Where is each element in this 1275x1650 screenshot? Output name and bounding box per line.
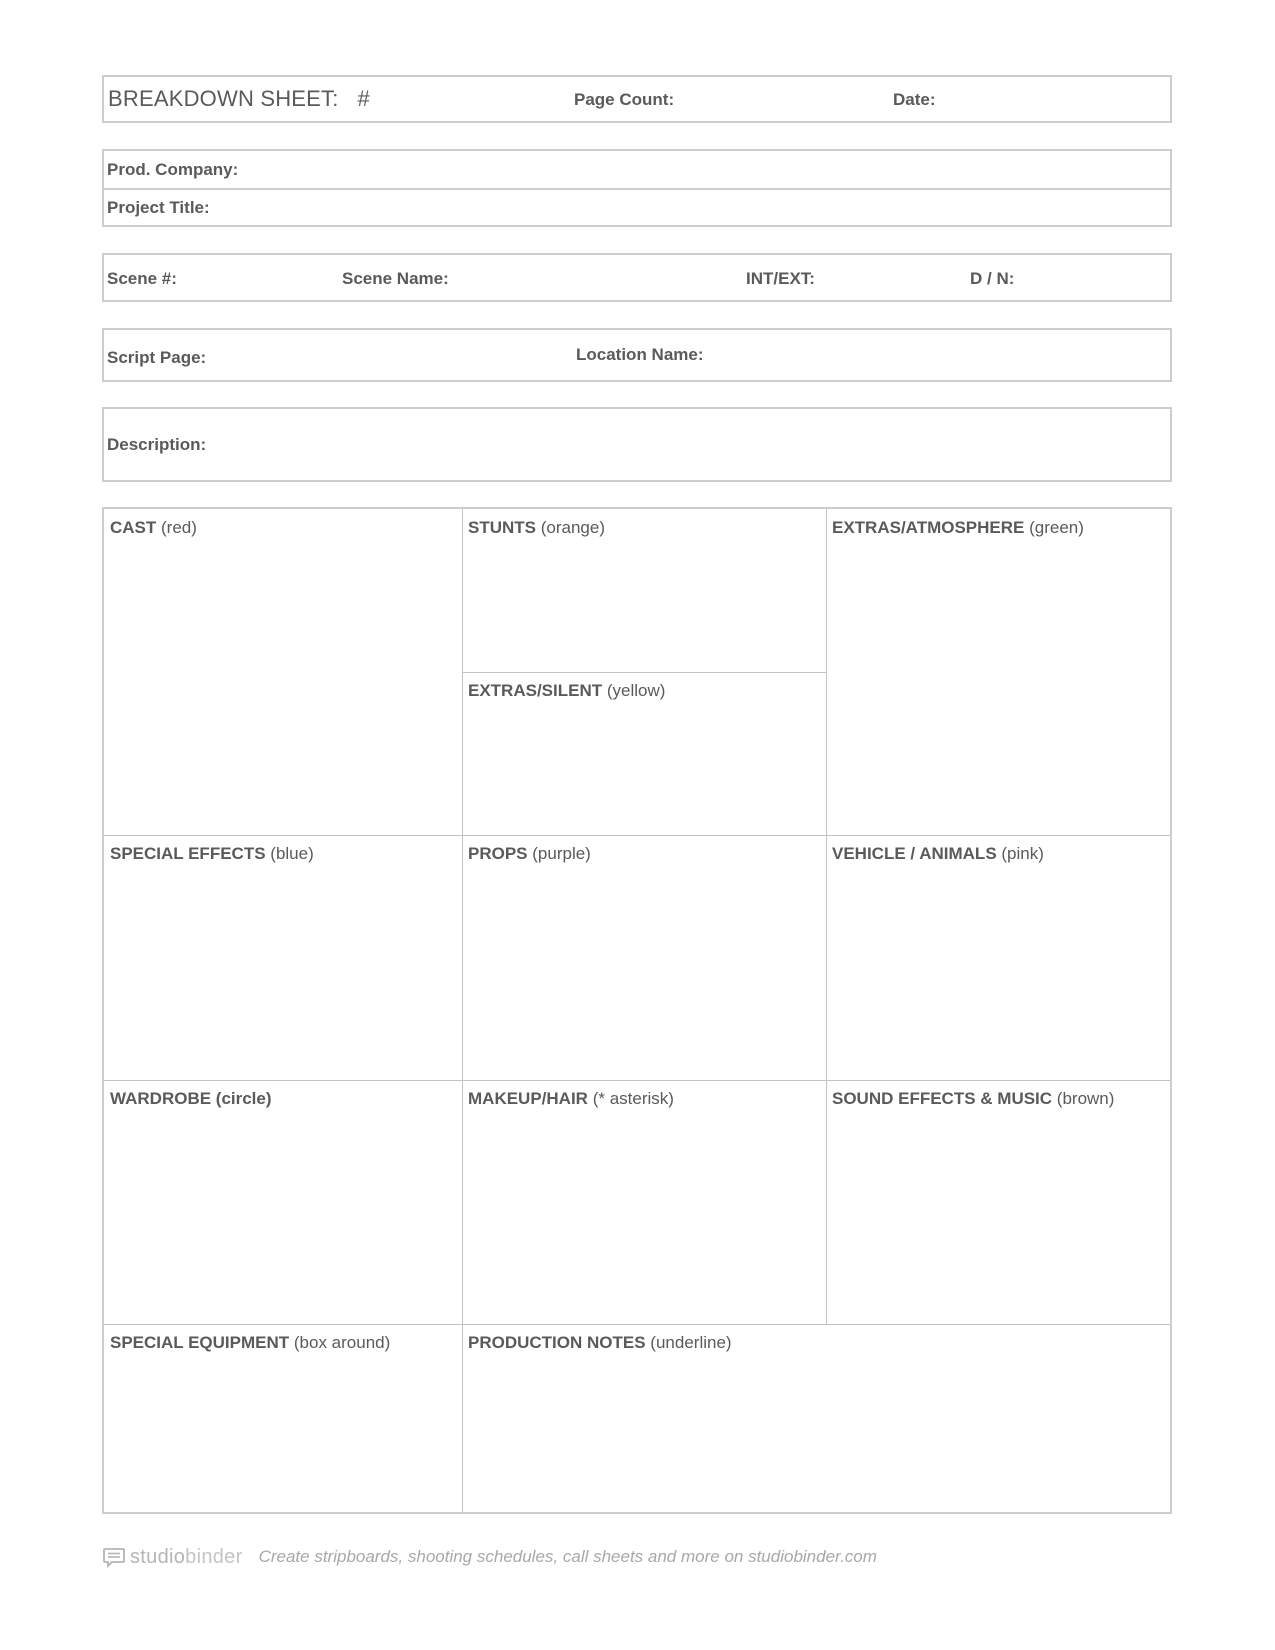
- footer: [102, 1543, 877, 1571]
- scene-number-label: Scene #:: [107, 269, 177, 288]
- description-label: Description:: [107, 435, 207, 454]
- date-label: Date:: [893, 90, 936, 109]
- cast-title: CAST (red): [110, 518, 197, 537]
- special-effects-title: SPECIAL EFFECTS (blue): [110, 844, 314, 863]
- scene-box: [102, 253, 1172, 302]
- wardrobe-title: WARDROBE (circle): [110, 1089, 272, 1108]
- props-title: PROPS (purple): [468, 844, 591, 863]
- prod-company-label: Prod. Company:: [107, 160, 239, 179]
- project-title-label: Project Title:: [107, 198, 210, 217]
- vehicle-animals-cell[interactable]: [826, 835, 1170, 1080]
- int-ext-label: INT/EXT:: [746, 269, 815, 288]
- extras-silent-title: EXTRAS/SILENT (yellow): [468, 681, 666, 700]
- brand-suffix: binder: [185, 1545, 243, 1568]
- header-box: [102, 75, 1172, 123]
- special-equipment-title: SPECIAL EQUIPMENT (box around): [110, 1333, 391, 1352]
- studiobinder-logo[interactable]: [102, 1545, 243, 1569]
- breakdown-grid: [102, 507, 1172, 1514]
- props-cell[interactable]: [462, 835, 826, 1080]
- wardrobe-cell[interactable]: [104, 1080, 462, 1324]
- stunts-title: STUNTS (orange): [468, 518, 605, 537]
- makeup-hair-title: MAKEUP/HAIR (* asterisk): [468, 1089, 674, 1108]
- sound-effects-music-cell[interactable]: [826, 1080, 1170, 1324]
- stunts-cell[interactable]: [462, 509, 826, 672]
- extras-atmosphere-cell[interactable]: [826, 509, 1170, 835]
- production-box: [102, 149, 1172, 227]
- script-page-label: Script Page:: [107, 348, 207, 367]
- cast-cell[interactable]: [104, 509, 462, 835]
- chat-bubble-icon: [102, 1545, 126, 1569]
- special-effects-cell[interactable]: [104, 835, 462, 1080]
- extras-silent-cell[interactable]: [462, 672, 826, 835]
- brand-prefix: studio: [130, 1545, 186, 1568]
- sheet-number-symbol: #: [357, 86, 370, 111]
- footer-tagline: Create stripboards, shooting schedules, call sheets and more on studiobinder.com: [258, 1547, 877, 1566]
- page-count-label: Page Count:: [574, 90, 675, 109]
- production-notes-cell[interactable]: [462, 1324, 1170, 1512]
- vehicle-animals-title: VEHICLE / ANIMALS (pink): [832, 844, 1044, 863]
- location-name-label: Location Name:: [576, 345, 704, 364]
- production-notes-title: PRODUCTION NOTES (underline): [468, 1333, 732, 1352]
- sound-effects-music-title: SOUND EFFECTS & MUSIC (brown): [832, 1089, 1115, 1108]
- makeup-hair-cell[interactable]: [462, 1080, 826, 1324]
- day-night-label: D / N:: [970, 269, 1015, 288]
- scene-name-label: Scene Name:: [342, 269, 449, 288]
- sheet-title-text: BREAKDOWN SHEET:: [108, 86, 339, 111]
- production-divider: [104, 188, 1170, 190]
- script-box: [102, 328, 1172, 382]
- special-equipment-cell[interactable]: [104, 1324, 462, 1512]
- extras-atmosphere-title: EXTRAS/ATMOSPHERE (green): [832, 518, 1084, 537]
- sheet-title: [108, 86, 370, 112]
- description-box: [102, 407, 1172, 482]
